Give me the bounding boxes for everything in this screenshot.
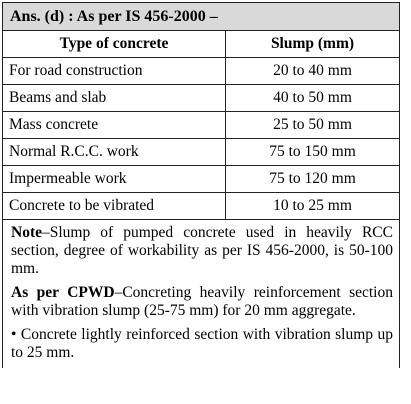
table-row [3,193,399,220]
slump-cell: 10 to 25 mm [226,193,400,220]
concrete-type-cell: Beams and slab [3,85,226,112]
cpwd-label: As per CPWD [11,284,115,301]
table-row [3,58,399,85]
slump-cell: 75 to 120 mm [226,166,400,193]
concrete-type-cell: Normal R.C.C. work [3,139,226,166]
note-text: –Slump of pumped concrete used in heavily RCC section, degree of workability as per IS 456-2000, is 50-100 mm. [11,224,393,277]
slump-cell: 25 to 50 mm [226,112,400,139]
concrete-type-cell: Impermeable work [3,166,226,193]
bullet-paragraph: • Concrete lightly reinforced section with vibration slump up to 25 mm. [11,326,393,361]
cpwd-text: –Concreting heavily reinforcement section with vibration slump (25-75 mm) for 20 mm aggregate. [11,284,393,319]
notes-section [3,220,399,362]
table-row [3,139,399,166]
table-header-row [3,31,399,58]
note-label: Note [11,224,42,241]
column-header-type: Type of concrete [3,31,226,58]
table-row [3,85,399,112]
concrete-type-cell: Concrete to be vibrated [3,193,226,220]
slump-cell: 75 to 150 mm [226,139,400,166]
table-row [3,166,399,193]
slump-table [3,31,399,220]
answer-box [2,2,400,368]
column-header-slump: Slump (mm) [226,31,400,58]
answer-heading: Ans. (d) : As per IS 456-2000 – [3,3,399,31]
concrete-type-cell: Mass concrete [3,112,226,139]
slump-cell: 20 to 40 mm [226,58,400,85]
note-paragraph [11,224,393,278]
table-row [3,112,399,139]
concrete-type-cell: For road construction [3,58,226,85]
cpwd-paragraph [11,284,393,320]
slump-cell: 40 to 50 mm [226,85,400,112]
